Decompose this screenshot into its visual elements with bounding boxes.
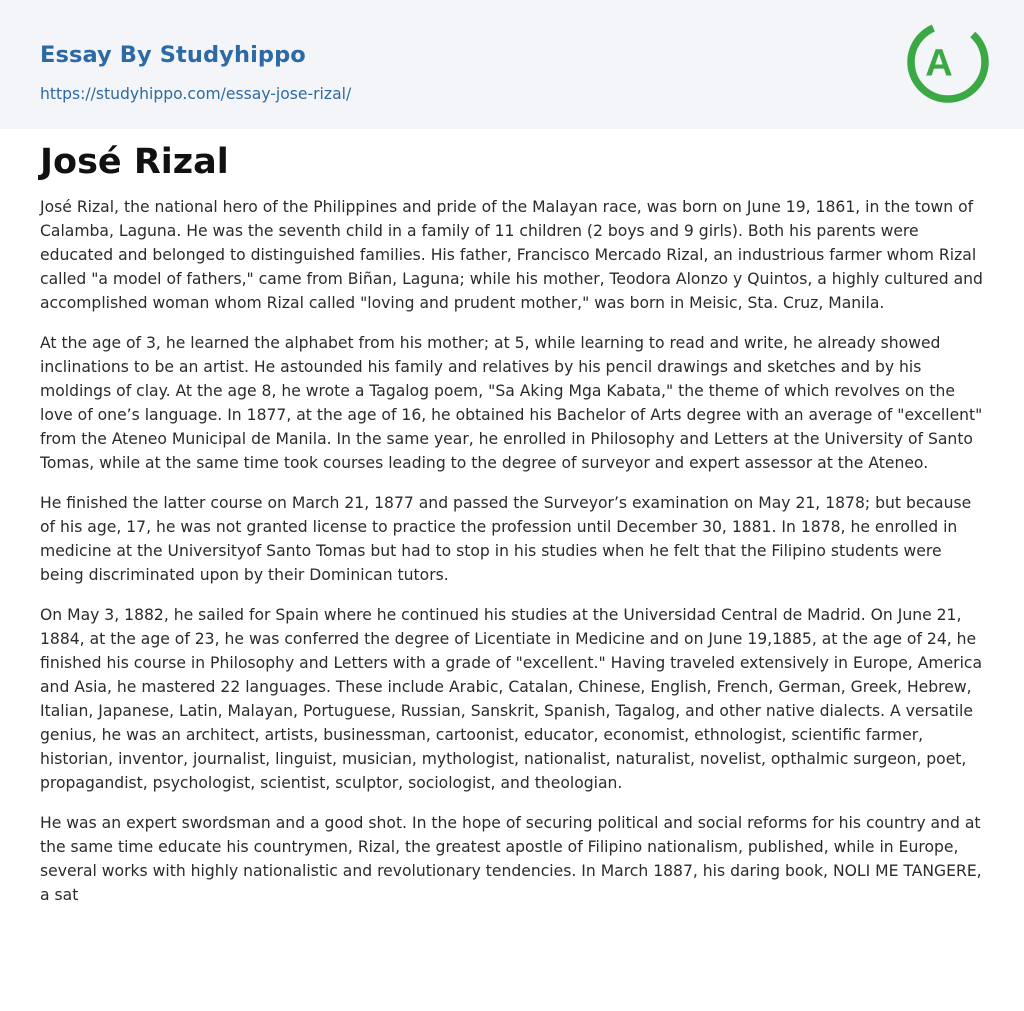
- essay-paragraph-4: On May 3, 1882, he sailed for Spain where he continued his studies at the Universidad Central de Madrid. On June 21, 1884, at the age of 23, he was conferred the degree of Licentiate in Medicine and on June 19,1885, at the age of 24, he finished his course in Philosophy and Letters with a grade of "excellent." Having traveled extensively in Europe, America and Asia, he mastered 22 languages. These include Arabic, Catalan, Chinese, English, French, German, Greek, Hebrew, Italian, Japanese, Latin, Malayan, Portuguese, Russian, Sanskrit, Spanish, Tagalog, and other native dialects. A versatile genius, he was an architect, artists, businessman, cartoonist, educator, economist, ethnologist, scientific farmer, historian, inventor, journalist, linguist, musician, mythologist, nationalist, naturalist, novelist, opthalmic surgeon, poet, propagandist, psychologist, scientist, sculptor, sociologist, and theologian.: [40, 606, 983, 792]
- site-brand[interactable]: Essay By Studyhippo: [40, 42, 306, 68]
- essay-body: [40, 195, 988, 923]
- logo-letter: A: [925, 42, 953, 85]
- page-title: José Rizal: [40, 142, 229, 182]
- studyhippo-logo[interactable]: [906, 20, 990, 104]
- essay-paragraph-5: He was an expert swordsman and a good shot. In the hope of securing political and social reforms for his country and at the same time educate his countrymen, Rizal, the greatest apostle of Filipino nationalism, published, while in Europe, several works with highly nationalistic and revolutionary tendencies. In March 1887, his daring book, NOLI ME TANGERE, a sat: [40, 814, 982, 904]
- essay-url-link[interactable]: https://studyhippo.com/essay-jose-rizal/: [40, 85, 352, 103]
- essay-paragraph-2: At the age of 3, he learned the alphabet from his mother; at 5, while learning to read and write, he already showed inclinations to be an artist. He astounded his family and relatives by his pencil drawings and sketches and by his moldings of clay. At the age 8, he wrote a Tagalog poem, "Sa Aking Mga Kabata," the theme of which revolves on the love of one’s language. In 1877, at the age of 16, he obtained his Bachelor of Arts degree with an average of "excellent" from the Ateneo Municipal de Manila. In the same year, he enrolled in Philosophy and Letters at the University of Santo Tomas, while at the same time took courses leading to the degree of surveyor and expert assessor at the Ateneo.: [40, 334, 983, 472]
- page-header: [0, 0, 1024, 129]
- essay-paragraph-1: José Rizal, the national hero of the Philippines and pride of the Malayan race, was born on June 19, 1861, in the town of Calamba, Laguna. He was the seventh child in a family of 11 children (2 boys and 9 girls). Both his parents were educated and belonged to distinguished families. His father, Francisco Mercado Rizal, an industrious farmer whom Rizal called "a model of fathers," came from Biñan, Laguna; while his mother, Teodora Alonzo y Quintos, a highly cultured and accomplished woman whom Rizal called "loving and prudent mother," was born in Meisic, Sta. Cruz, Manila.: [40, 198, 983, 312]
- studyhippo-a-logo-icon: [906, 20, 990, 104]
- essay-paragraph-3: He finished the latter course on March 21, 1877 and passed the Surveyor’s examination on May 21, 1878; but because of his age, 17, he was not granted license to practice the profession until December 30, 1881. In 1878, he enrolled in medicine at the Universityof Santo Tomas but had to stop in his studies when he felt that the Filipino students were being discriminated upon by their Dominican tutors.: [40, 494, 972, 584]
